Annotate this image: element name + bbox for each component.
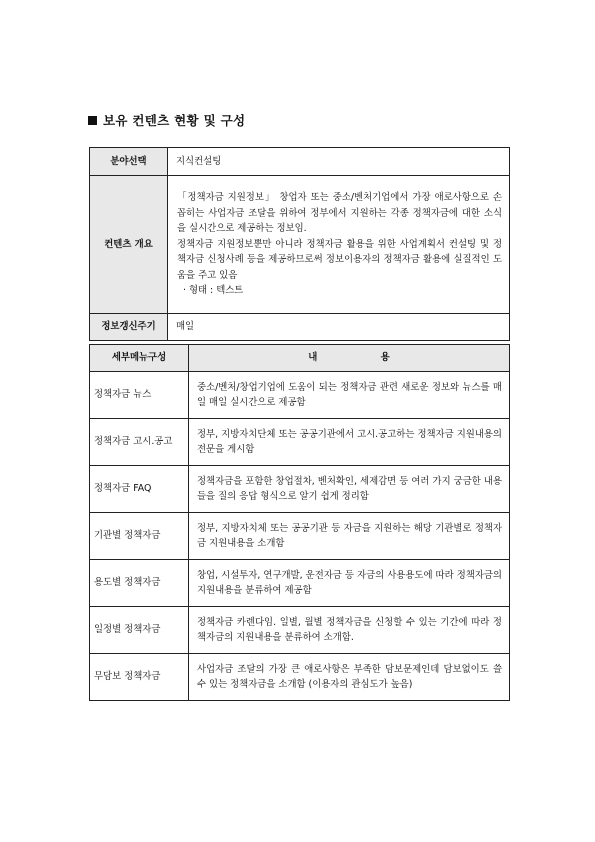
content-paragraph: 정책자금 지원정보뿐만 아니라 정책자금 활용을 위한 사업계획서 컨설팅 및 정책자금 신청사례 등을 제공하므로써 정보이용자의 정책자금 활용에 실질적인 도움을 주고 있음 <box>177 238 502 281</box>
table-row <box>90 466 510 513</box>
table-row <box>90 654 510 701</box>
menu-name: 정책자금 고시.공고 <box>90 419 189 466</box>
menu-name: 기관별 정책자금 <box>90 513 189 560</box>
content-col-header: 내 용 <box>189 345 510 372</box>
table-row <box>90 513 510 560</box>
menu-name: 정책자금 뉴스 <box>90 372 189 419</box>
field-value: 지식컨설팅 <box>168 148 510 176</box>
field-label: 분야선택 <box>90 148 168 176</box>
content-paragraph: 「정책자금 지원정보」 창업자 또는 중소/벤처기업에서 가장 애로사항으로 손 꼽히는 사업자금 조달을 위하여 정부에서 지원하는 각종 정책자금에 대한 소식을 실시간으로 제공하는 정보임. <box>177 192 502 235</box>
overview-table <box>89 147 510 341</box>
content-row <box>90 176 510 314</box>
menu-name: 정책자금 FAQ <box>90 466 189 513</box>
menu-description: 정책자금 카렌다임. 일별, 월별 정책자금을 신청할 수 있는 기간에 따라 정책자금의 지원내용을 분류하여 소개함. <box>189 607 510 654</box>
square-bullet-icon <box>88 116 97 125</box>
menu-description: 창업, 시설투자, 연구개발, 운전자금 등 자금의 사용용도에 따라 정책자금의 지원내용을 분류하여 제공함 <box>189 560 510 607</box>
menu-table <box>89 344 510 701</box>
content-label: 컨텐츠 개요 <box>90 176 168 314</box>
menu-description: 정책자금을 포함한 창업절차, 벤처확인, 세제감면 등 여러 가지 궁금한 내용들을 질의 응답 형식으로 알기 쉽게 정리함 <box>189 466 510 513</box>
menu-name: 용도별 정책자금 <box>90 560 189 607</box>
menu-description: 정부, 지방자치단체 또는 공공기관에서 고시.공고하는 정책자금 지원내용의 전문을 게시함 <box>189 419 510 466</box>
menu-description: 중소/벤처/창업기업에 도움이 되는 정책자금 관련 새로운 정보와 뉴스를 매일 매일 실시간으로 제공함 <box>189 372 510 419</box>
field-row <box>90 148 510 176</box>
section-title-text: 보유 컨텐츠 현황 및 구성 <box>103 113 246 128</box>
update-value: 매일 <box>168 314 510 341</box>
menu-header-row <box>90 345 510 372</box>
menu-name: 무담보 정책자금 <box>90 654 189 701</box>
table-row <box>90 560 510 607</box>
table-row <box>90 372 510 419</box>
menu-description: 사업자금 조달의 가장 큰 애로사항은 부족한 담보문제인데 담보없이도 쓸 수 있는 정책자금을 소개함 (이용자의 관심도가 높음) <box>189 654 510 701</box>
update-label: 정보갱신주기 <box>90 314 168 341</box>
table-row <box>90 607 510 654</box>
update-row <box>90 314 510 341</box>
content-description <box>168 176 510 314</box>
section-title <box>88 111 245 129</box>
content-type-item: · 형태 : 텍스트 <box>183 285 244 297</box>
menu-description: 정부, 지방자치체 또는 공공기관 등 자금을 지원하는 해당 기관별로 정책자금 지원내용을 소개함 <box>189 513 510 560</box>
menu-name: 일정별 정책자금 <box>90 607 189 654</box>
table-row <box>90 419 510 466</box>
menu-col-header: 세부메뉴구성 <box>90 345 189 372</box>
